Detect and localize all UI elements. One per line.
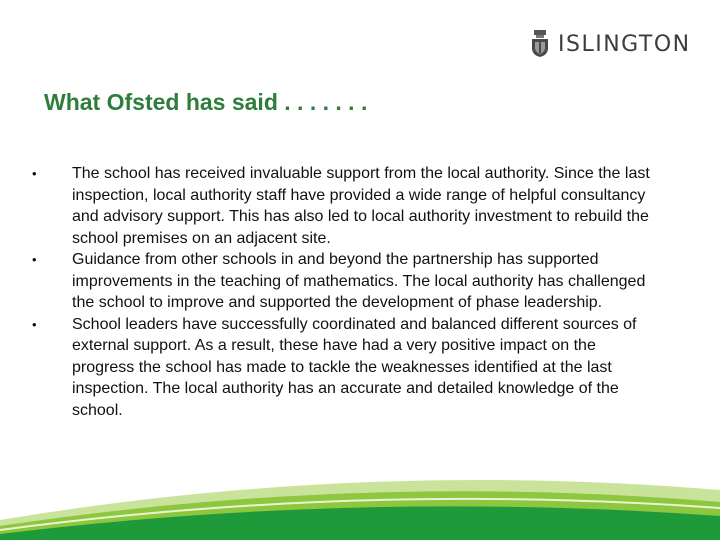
bullet-text: Guidance from other schools in and beyond the partnership has supported improvements in the teaching of mathematics. The local authority has challenged the school to improve and supported the development of phase leadership. xyxy=(72,251,646,311)
crest-icon xyxy=(530,30,550,58)
bullet-list xyxy=(32,163,652,421)
footer-swoosh xyxy=(0,460,720,540)
brand-name: ISLINGTON xyxy=(558,31,691,57)
bullet-icon: • xyxy=(32,316,37,332)
bullet-text: School leaders have successfully coordinated and balanced different sources of external support. As a result, these have had a very positive impact on the progress the school has made to tackle the weaknesses identified at the last inspection. The local authority has an accurate and detailed knowledge of the school. xyxy=(72,315,637,419)
list-item xyxy=(32,249,652,314)
bullet-icon: • xyxy=(32,166,37,181)
list-item xyxy=(32,314,652,422)
slide-title: What Ofsted has said . . . . . . . xyxy=(44,89,368,115)
list-item xyxy=(32,163,652,249)
bullet-text: The school has received invaluable support from the local authority. Since the last inspection, local authority staff have provided a wide range of helpful consultancy and advisory support. This has also led to local authority investment to rebuild the school premises on an adjacent site. xyxy=(72,165,650,247)
bullet-icon: • xyxy=(32,252,37,267)
islington-logo xyxy=(530,30,691,58)
